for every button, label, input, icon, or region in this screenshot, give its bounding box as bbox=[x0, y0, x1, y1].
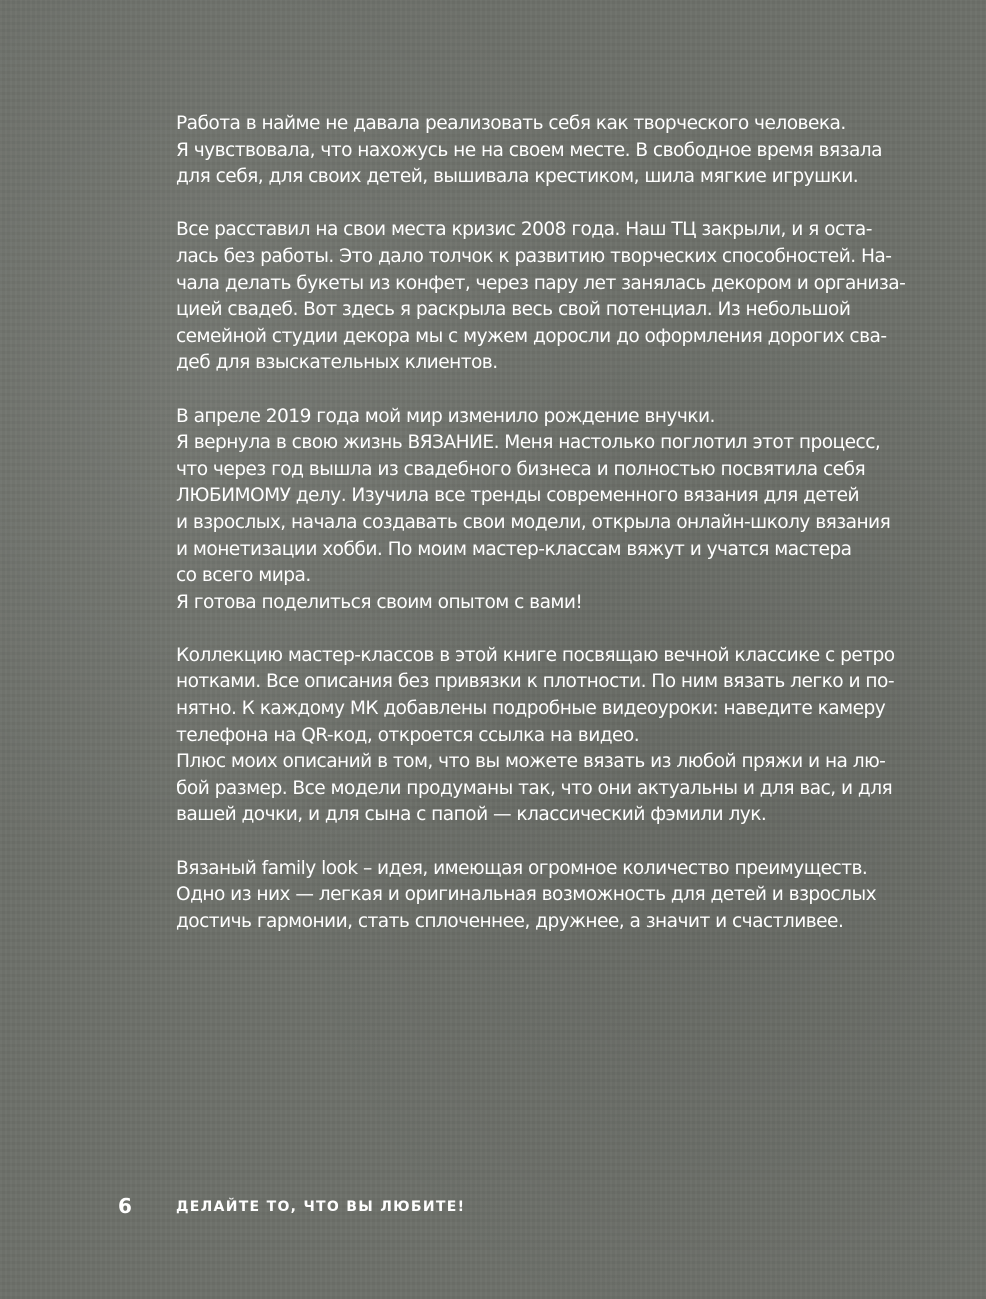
text-line: и монетизации хобби. По моим мастер-классам вяжут и учатся мастера bbox=[176, 538, 852, 560]
text-line: бой размер. Все модели продуманы так, что они актуальны и для вас, и для bbox=[176, 777, 893, 799]
text-line: В апреле 2019 года мой мир изменило рождение внучки. bbox=[176, 405, 715, 427]
text-line: и взрослых, начала создавать свои модели, открыла онлайн-школу вязания bbox=[176, 511, 891, 533]
text-line: Я готова поделиться своим опытом с вами! bbox=[176, 591, 583, 613]
text-line: ЛЮБИМОМУ делу. Изучила все тренды современного вязания для детей bbox=[176, 485, 860, 507]
paragraph-3 bbox=[176, 404, 916, 617]
text-line: Плюс моих описаний в том, что вы можете вязать из любой пряжи и на лю- bbox=[176, 751, 886, 773]
text-line: чала делать букеты из конфет, через пару лет занялась декором и организа- bbox=[176, 272, 906, 294]
text-line: нятно. К каждому МК добавлены подробные видеоуроки: наведите камеру bbox=[176, 698, 886, 720]
text-line: семейной студии декора мы с мужем доросли до оформления дорогих сва- bbox=[176, 325, 887, 347]
paragraph-4 bbox=[176, 643, 916, 829]
text-line: Вязаный family look – идея, имеющая огромное количество преимуществ. bbox=[176, 857, 868, 879]
text-line: вашей дочки, и для сына с папой — классический фэмили лук. bbox=[176, 804, 767, 826]
text-line: что через год вышла из свадебного бизнеса и полностью посвятила себя bbox=[176, 458, 866, 480]
paragraph-1 bbox=[176, 111, 916, 191]
text-line: деб для взыскательных клиентов. bbox=[176, 352, 498, 374]
paragraph-2 bbox=[176, 217, 916, 377]
text-line: достичь гармонии, стать сплоченнее, дружнее, а значит и счастливее. bbox=[176, 910, 844, 932]
text-line: Я чувствовала, что нахожусь не на своем месте. В свободное время вязала bbox=[176, 139, 882, 161]
text-line: лась без работы. Это дало толчок к развитию творческих способностей. На- bbox=[176, 245, 892, 267]
text-line: Работа в найме не давала реализовать себя как творческого человека. bbox=[176, 113, 846, 134]
text-line: телефона на QR-код, откроется ссылка на видео. bbox=[176, 724, 640, 746]
running-title: ДЕЛАЙТЕ ТО, ЧТО ВЫ ЛЮБИТЕ! bbox=[176, 1199, 466, 1215]
text-line: Одно из них — легкая и оригинальная возможность для детей и взрослых bbox=[176, 884, 877, 906]
text-line: Я вернула в свою жизнь ВЯЗАНИЕ. Меня настолько поглотил этот процесс, bbox=[176, 432, 881, 454]
text-line: Коллекцию мастер-классов в этой книге посвящаю вечной классике с ретро bbox=[176, 644, 895, 666]
paragraph-5 bbox=[176, 856, 916, 936]
text-line: для себя, для своих детей, вышивала крестиком, шила мягкие игрушки. bbox=[176, 166, 859, 188]
body-text bbox=[176, 111, 916, 962]
text-line: нотками. Все описания без привязки к плотности. По ним вязать легко и по- bbox=[176, 671, 894, 693]
text-line: цией свадеб. Вот здесь я раскрыла весь свой потенциал. Из небольшой bbox=[176, 299, 851, 321]
page-number: 6 bbox=[118, 1194, 132, 1218]
text-line: Все расставил на свои места кризис 2008 года. Наш ТЦ закрыли, и я оста- bbox=[176, 219, 872, 241]
page-footer bbox=[0, 1194, 986, 1220]
text-line: со всего мира. bbox=[176, 565, 311, 587]
